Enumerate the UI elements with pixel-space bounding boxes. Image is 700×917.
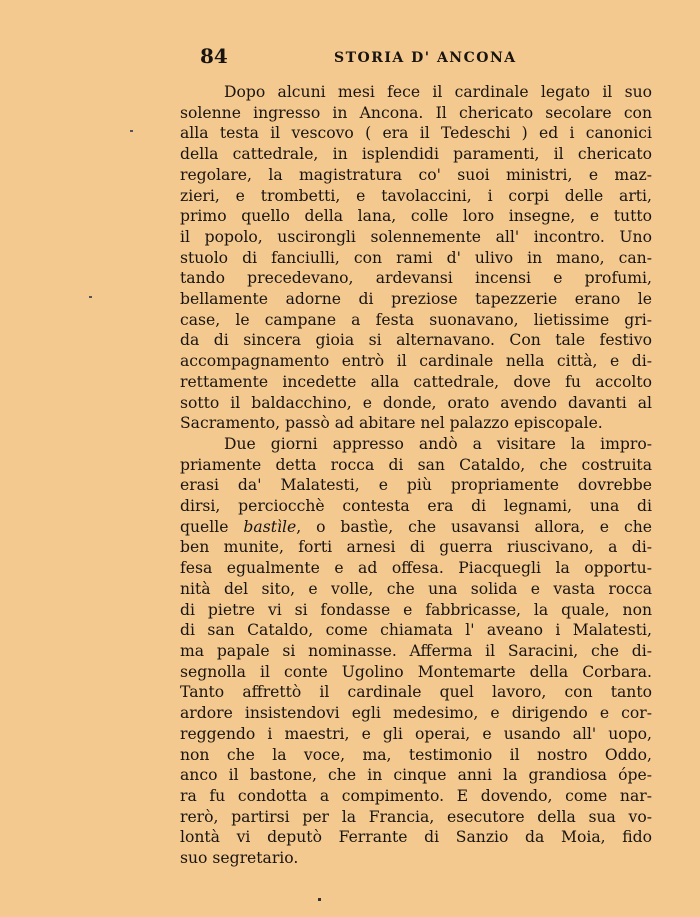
text-line: Sacramento, passò ad abitare nel palazzo episcopale. bbox=[180, 414, 603, 433]
text-line: ra fu condotta a compimento. E dovendo, come nar- bbox=[180, 786, 652, 805]
text-line: sotto il baldacchino, e donde, orato avendo davanti al bbox=[180, 393, 652, 412]
margin-mark bbox=[130, 130, 133, 132]
text-line: stuolo di fanciulli, con rami d' ulivo in mano, can- bbox=[180, 248, 652, 267]
text-line: di san Cataldo, come chiamata l' aveano i Malatesti, bbox=[180, 621, 652, 640]
text-line: erasi da' Malatesti, e più propriamente dovrebbe bbox=[180, 476, 652, 495]
text-line: fesa egualmente e ad offesa. Piacquegli la opportu- bbox=[180, 559, 652, 578]
text-line: rettamente incedette alla cattedrale, dove fu accolto bbox=[180, 372, 652, 391]
text-line: Dopo alcuni mesi fece il cardinale legato il suo bbox=[224, 83, 652, 101]
text-line: regolare, la magistratura co' suoi ministri, e maz- bbox=[180, 165, 652, 184]
text-line: quelle bastìle, o bastìe, che usavansi allora, e che bbox=[180, 517, 652, 536]
text-line: solenne ingresso in Ancona. Il chericato secolare con bbox=[180, 103, 652, 122]
text-line: Tanto affrettò il cardinale quel lavoro, con tanto bbox=[180, 683, 652, 702]
bottom-mark bbox=[318, 898, 321, 901]
text-line: ben munite, forti arnesi di guerra riuscivano, a di- bbox=[180, 538, 652, 557]
running-head: STORIA D' ANCONA bbox=[334, 50, 517, 66]
text-line: della cattedrale, in isplendidi paramenti, il chericato bbox=[180, 145, 652, 164]
text-line: non che la voce, ma, testimonio il nostro Oddo, bbox=[180, 745, 652, 764]
text-line: ardore insistendovi egli medesimo, e dirigendo e cor- bbox=[180, 704, 652, 723]
text-line: nità del sito, e volle, che una solida e vasta rocca bbox=[180, 579, 652, 598]
text-line: primo quello della lana, colle loro insegne, e tutto bbox=[180, 207, 652, 226]
margin-mark bbox=[89, 296, 92, 298]
text-line: di pietre vi si fondasse e fabbricasse, la quale, non bbox=[180, 600, 652, 619]
text-line: rerò, partirsi per la Francia, esecutore della sua vo- bbox=[180, 807, 652, 826]
text-line: il popolo, uscirongli solennemente all' incontro. Uno bbox=[180, 227, 652, 246]
text-line: priamente detta rocca di san Cataldo, che costruita bbox=[180, 455, 652, 474]
text-line: lontà vi deputò Ferrante di Sanzio da Moia, fido bbox=[180, 828, 652, 847]
text-line: alla testa il vescovo ( era il Tedeschi ) ed i canonici bbox=[180, 124, 652, 143]
text-line: ma papale si nominasse. Afferma il Saracini, che di- bbox=[180, 641, 652, 660]
text-line: tando precedevano, ardevansi incensi e profumi, bbox=[180, 269, 652, 288]
text-line: dirsi, perciocchè contesta era di legnami, una di bbox=[180, 497, 652, 516]
text-line: da di sincera gioia si alternavano. Con tale festivo bbox=[180, 331, 652, 350]
text-line: Due giorni appresso andò a visitare la impro- bbox=[224, 434, 652, 453]
text-line: zieri, e trombetti, e tavolaccini, i corpi delle arti, bbox=[180, 186, 652, 205]
text-line: case, le campane a festa suonavano, lietissime gri- bbox=[180, 310, 652, 329]
text-line: accompagnamento entrò il cardinale nella città, e di- bbox=[180, 352, 652, 371]
page-number: 84 bbox=[200, 44, 228, 68]
text-line: anco il bastone, che in cinque anni la grandiosa ópe- bbox=[180, 766, 652, 785]
text-line: bellamente adorne di preziose tapezzerie erano le bbox=[180, 290, 652, 309]
text-line: suo segretario. bbox=[180, 849, 299, 868]
text-line: reggendo i maestri, e gli operai, e usando all' uopo, bbox=[180, 724, 652, 743]
body-text bbox=[180, 82, 652, 869]
text-line: segnolla il conte Ugolino Montemarte della Corbara. bbox=[180, 662, 652, 681]
